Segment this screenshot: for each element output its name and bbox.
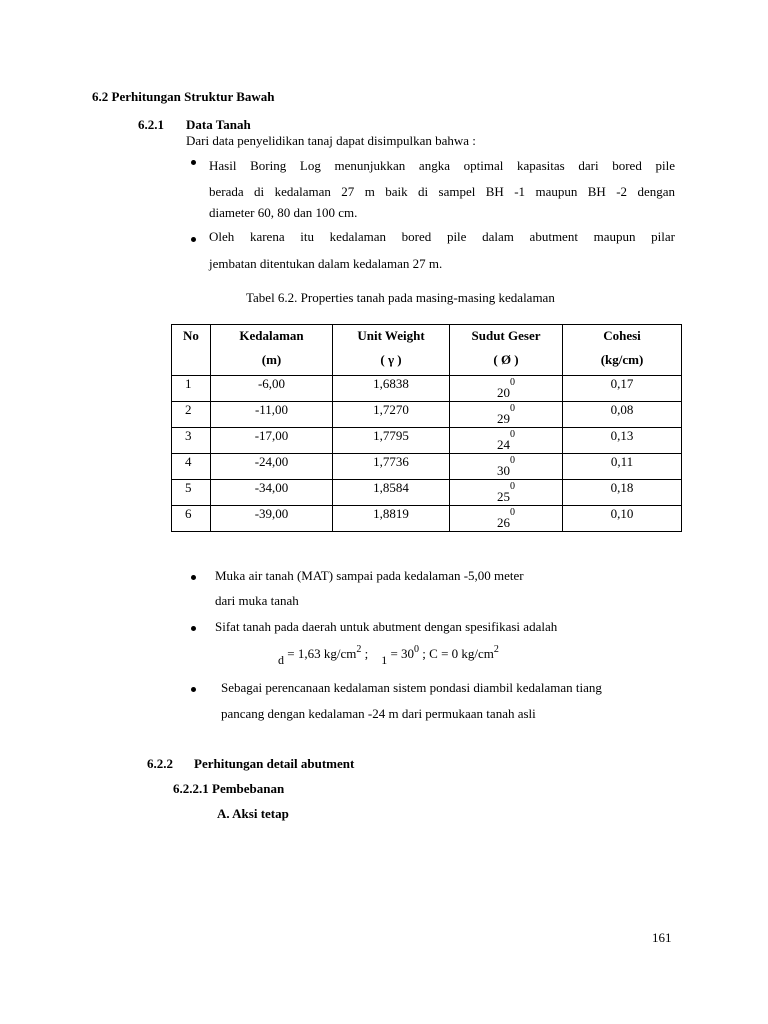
item-heading: A. Aksi tetap (217, 806, 289, 821)
cell-kedalaman: -24,00 (211, 454, 333, 480)
bullet-line: Sifat tanah pada daerah untuk abutment dengan spesifikasi adalah (215, 619, 558, 634)
bullet-line: jembatan ditentukan dalam kedalaman 27 m. (209, 256, 443, 271)
bullet-icon (191, 160, 196, 165)
bullet-line: dari muka tanah (215, 593, 299, 608)
bullet-line: Sebagai perencanaan kedalaman sistem pondasi diambil kedalaman tiang (221, 680, 602, 695)
formula-subscript: 1 (381, 653, 388, 667)
cell-no: 5 (172, 480, 211, 506)
header-no: No (172, 325, 211, 376)
subsection-number: 6.2.2 (147, 756, 173, 771)
cell-unit-weight: 1,7736 (333, 454, 450, 480)
cell-unit-weight: 1,8584 (333, 480, 450, 506)
intro-text: Dari data penyelidikan tanaj dapat disimpulkan bahwa : (186, 133, 476, 148)
bullet-line: berada di kedalaman 27 m baik di sampel BH -1 maupun BH -2 dengan (209, 184, 675, 199)
table-row (172, 480, 682, 506)
cell-no: 2 (172, 402, 211, 428)
page-number: 161 (652, 930, 672, 945)
cell-unit-weight: 1,7270 (333, 402, 450, 428)
cell-sudut-geser: $20^0$ (450, 376, 563, 402)
cell-cohesi: 0,17 (563, 376, 682, 402)
table-row (172, 454, 682, 480)
cell-sudut-geser: $30^0$ (450, 454, 563, 480)
bullet-line: Hasil Boring Log menunjukkan angka optimal kapasitas dari bored pile (209, 158, 675, 173)
cell-no: 4 (172, 454, 211, 480)
cell-kedalaman: -11,00 (211, 402, 333, 428)
bullet-icon (191, 626, 196, 631)
table-caption: Tabel 6.2. Properties tanah pada masing-masing kedalaman (246, 290, 555, 305)
cell-unit-weight: 1,8819 (333, 506, 450, 532)
bullet-line: Oleh karena itu kedalaman bored pile dalam abutment maupun pilar (209, 229, 675, 244)
cell-sudut-geser: $26^0$ (450, 506, 563, 532)
cell-unit-weight: 1,7795 (333, 428, 450, 454)
soil-spec-formula: d = 1,63 $kg/cm^2$ ; $1 = 30^0$ ; C = 0 $kg/cm^2$ (278, 644, 499, 667)
cell-kedalaman: -6,00 (211, 376, 333, 402)
cell-cohesi: 0,13 (563, 428, 682, 454)
subsubsection-title: 6.2.2.1 Pembebanan (173, 781, 285, 796)
bullet-line: diameter 60, 80 dan 100 cm. (209, 205, 358, 220)
subsection-number: 6.2.1 (138, 117, 164, 132)
cell-cohesi: 0,10 (563, 506, 682, 532)
header-unit-weight: Unit Weight ( γ ) (333, 325, 450, 376)
header-cohesi: Cohesi (kg/cm) (563, 325, 682, 376)
cell-kedalaman: -39,00 (211, 506, 333, 532)
cell-no: 1 (172, 376, 211, 402)
bullet-icon (191, 575, 196, 580)
bullet-line: Muka air tanah (MAT) sampai pada kedalaman -5,00 meter (215, 568, 524, 583)
cell-cohesi: 0,18 (563, 480, 682, 506)
table-header-row (172, 325, 682, 376)
cell-sudut-geser: $24^0$ (450, 428, 563, 454)
cell-sudut-geser: $25^0$ (450, 480, 563, 506)
header-kedalaman: Kedalaman (m) (211, 325, 333, 376)
subsection-title: Perhitungan detail abutment (194, 756, 355, 771)
soil-properties-table (171, 324, 682, 532)
cell-kedalaman: -34,00 (211, 480, 333, 506)
table-row (172, 428, 682, 454)
table-row (172, 402, 682, 428)
bullet-line: pancang dengan kedalaman -24 m dari permukaan tanah asli (221, 706, 536, 721)
subsection-title: Data Tanah (186, 117, 251, 132)
cell-cohesi: 0,08 (563, 402, 682, 428)
cell-no: 6 (172, 506, 211, 532)
cell-no: 3 (172, 428, 211, 454)
bullet-text (209, 153, 675, 205)
table-row (172, 376, 682, 402)
cell-sudut-geser: $29^0$ (450, 402, 563, 428)
cell-unit-weight: 1,6838 (333, 376, 450, 402)
cell-cohesi: 0,11 (563, 454, 682, 480)
formula-subscript: d (278, 653, 284, 667)
table-row (172, 506, 682, 532)
bullet-icon (191, 237, 196, 242)
bullet-icon (191, 687, 196, 692)
section-title: 6.2 Perhitungan Struktur Bawah (92, 89, 275, 104)
header-sudut-geser: Sudut Geser ( Ø ) (450, 325, 563, 376)
cell-kedalaman: -17,00 (211, 428, 333, 454)
